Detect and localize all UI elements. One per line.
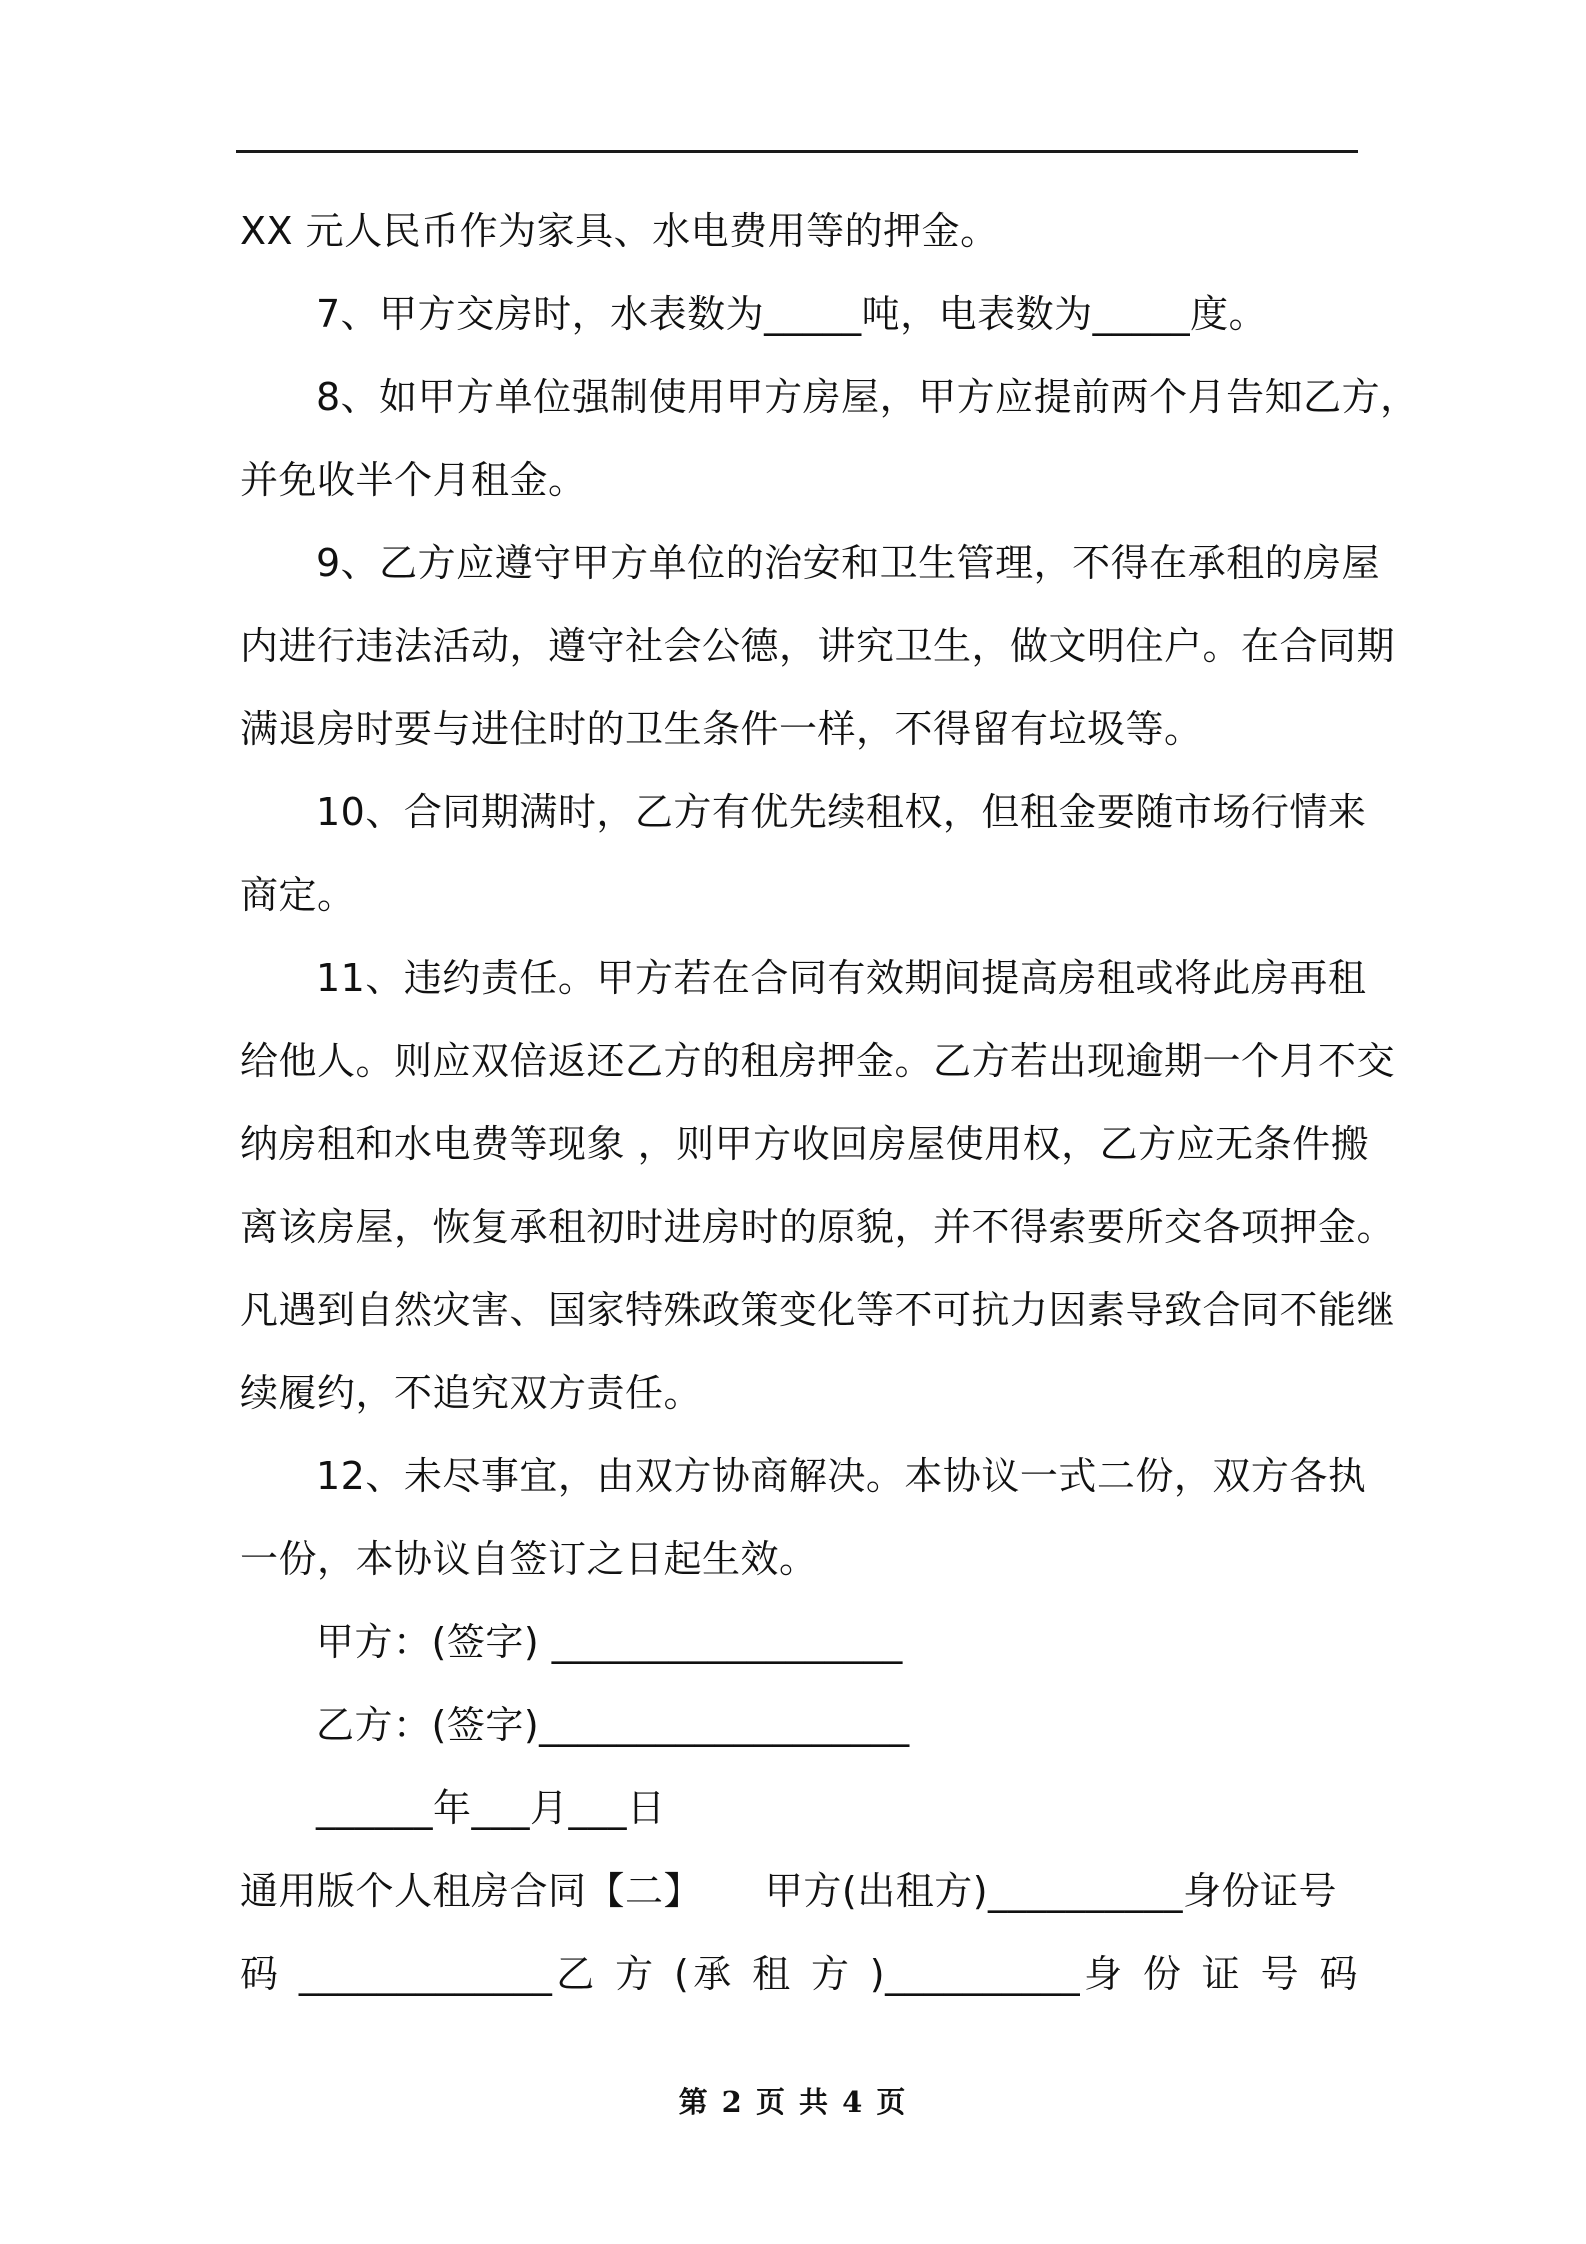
- document-line: 7、甲方交房时，水表数为_____吨，电表数为_____度。: [316, 292, 1268, 336]
- document-line: 凡遇到自然灾害、国家特殊政策变化等不可抗力因素导致合同不能继: [240, 1288, 1396, 1332]
- document-line: 甲方：(签字) __________________: [316, 1620, 903, 1664]
- document-line: XX 元人民币作为家具、水电费用等的押金。: [240, 209, 999, 253]
- document-line: 内进行违法活动，遵守社会公德，讲究卫生，做文明住户。在合同期: [240, 624, 1396, 668]
- document-line: 给他人。则应双倍返还乙方的租房押金。乙方若出现逾期一个月不交: [240, 1039, 1396, 1083]
- document-line: 一份，本协议自签订之日起生效。: [240, 1537, 818, 1581]
- document-line: 续履约，不追究双方责任。: [240, 1371, 703, 1415]
- page-number: 第 2 页 共 4 页: [678, 2085, 908, 2119]
- document-body: [240, 190, 1419, 2016]
- document-line: 码 _____________乙 方 (承 租 方 )__________身 份 证 号 码: [240, 1952, 1358, 1996]
- document-line: 纳房租和水电费等现象 ，则甲方收回房屋使用权，乙方应无条件搬: [240, 1122, 1370, 1166]
- document-line: 通用版个人租房合同【二】 甲方(出租方)__________身份证号: [240, 1869, 1338, 1913]
- document-line: 8、如甲方单位强制使用甲方房屋，甲方应提前两个月告知乙方，: [316, 375, 1419, 419]
- header-rule: [236, 150, 1358, 153]
- document-line: 10、合同期满时，乙方有优先续租权，但租金要随市场行情来: [316, 790, 1367, 834]
- document-line: 并免收半个月租金。: [240, 458, 587, 502]
- document-line: ______年___月___日: [316, 1786, 666, 1830]
- document-line: 9、乙方应遵守甲方单位的治安和卫生管理，不得在承租的房屋: [316, 541, 1381, 585]
- document-line: 商定。: [240, 873, 356, 917]
- document-line: 满退房时要与进住时的卫生条件一样，不得留有垃圾等。: [240, 707, 1203, 751]
- document-line: 离该房屋，恢复承租初时进房时的原貌，并不得索要所交各项押金。: [240, 1205, 1396, 1249]
- document-line: 12、未尽事宜，由双方协商解决。本协议一式二份，双方各执: [316, 1454, 1367, 1498]
- document-line: 乙方：(签字)___________________: [316, 1703, 910, 1747]
- document-line: 11、违约责任。甲方若在合同有效期间提高房租或将此房再租: [316, 956, 1367, 1000]
